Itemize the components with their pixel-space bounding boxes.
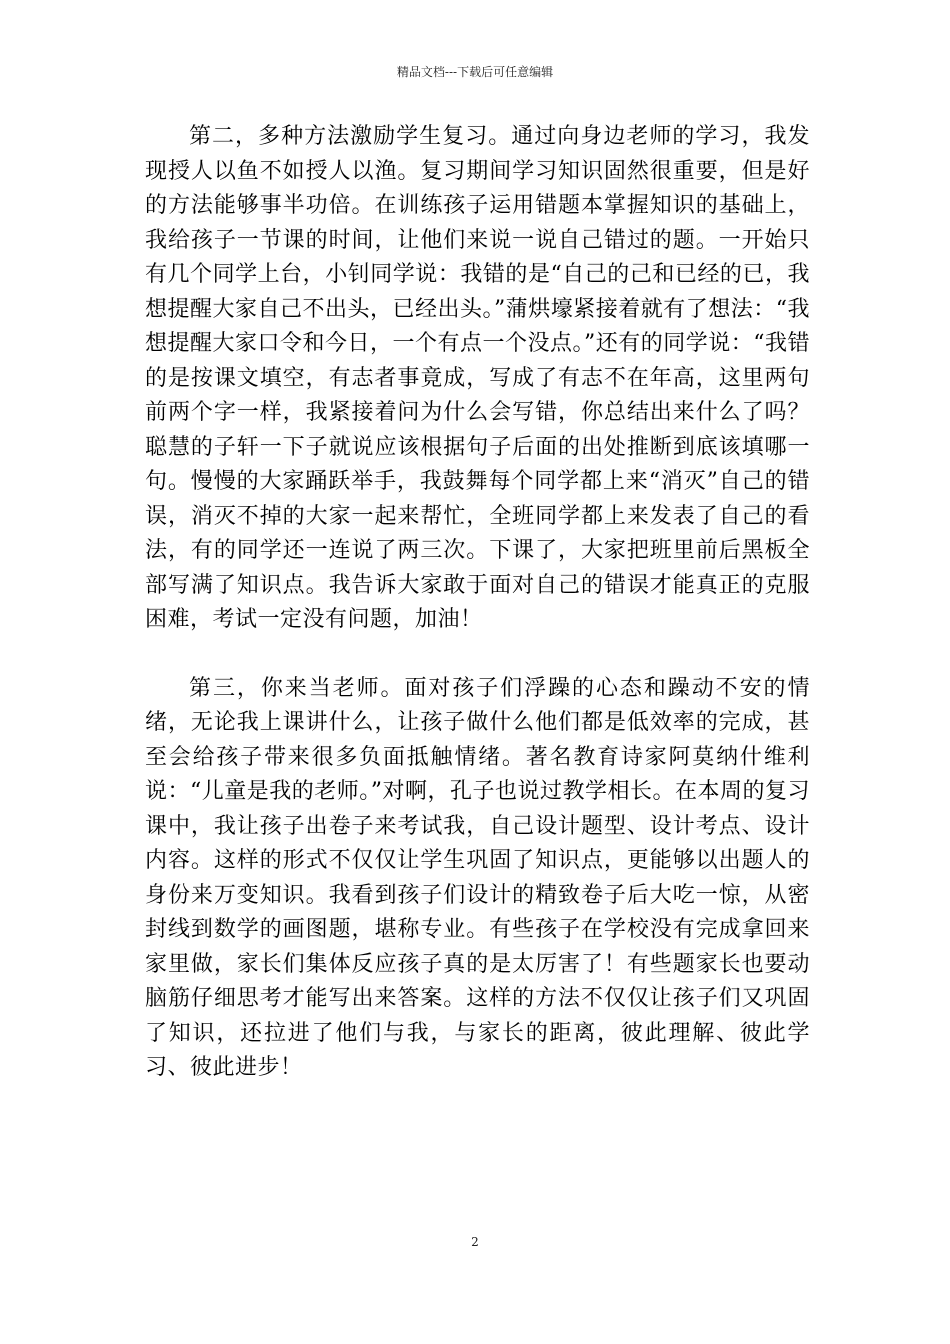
paragraph-second-method: 第二，多种方法激励学生复习。通过向身边老师的学习，我发现授人以鱼不如授人以渔。复习期间学习知识固然很重要，但是好的方法能够事半功倍。在训练孩子运用错题本掌握知识的基础上，我给孩子一节课的时间，让他们来说一说自己错过的题。一开始只有几个同学上台，小钊同学说：我错的是“自己的己和已经的已，我想提醒大家自己不出头，已经出头。”蒲烘壕紧接着就有了想法：“我想提醒大家口令和今日，一个有点一个没点。”还有的同学说：“我错的是按课文填空，有志者事竟成，写成了有志不在年高，这里两句前两个字一样，我紧接着问为什么会写错，你总结出来什么了吗？聪慧的子轩一下子就说应该根据句子后面的出处推断到底该填哪一句。慢慢的大家踊跃举手，我鼓舞每个同学都上来“消灭”自己的错误，消灭不掉的大家一起来帮忙，全班同学都上来发表了自己的看法，有的同学还一连说了两三次。下课了，大家把班里前后黑板全部写满了知识点。我告诉大家敢于面对自己的错误才能真正的克服困难，考试一定没有问题，加油！ (145, 124, 810, 632)
document-body (145, 120, 810, 1086)
page-number: 2 (471, 1235, 479, 1249)
page-header: 精品文档---下载后可任意编辑 (396, 65, 554, 79)
paragraph-third-method: 第三，你来当老师。面对孩子们浮躁的心态和躁动不安的情绪，无论我上课讲什么，让孩子做什么他们都是低效率的完成，甚至会给孩子带来很多负面抵触情绪。著名教育诗家阿莫纳什维利说：“儿童是我的老师。”对啊，孔子也说过教学相长。在本周的复习课中，我让孩子出卷子来考试我，自己设计题型、设计考点、设计内容。这样的形式不仅仅让学生巩固了知识点，更能够以出题人的身份来万变知识。我看到孩子们设计的精致卷子后大吃一惊，从密封线到数学的画图题，堪称专业。有些孩子在学校没有完成拿回来家里做，家长们集体反应孩子真的是太厉害了！有些题家长也要动脑筋仔细思考才能写出来答案。这样的方法不仅仅让孩子们又巩固了知识，还拉进了他们与我，与家长的距离，彼此理解、彼此学习、彼此进步！ (145, 675, 810, 1080)
